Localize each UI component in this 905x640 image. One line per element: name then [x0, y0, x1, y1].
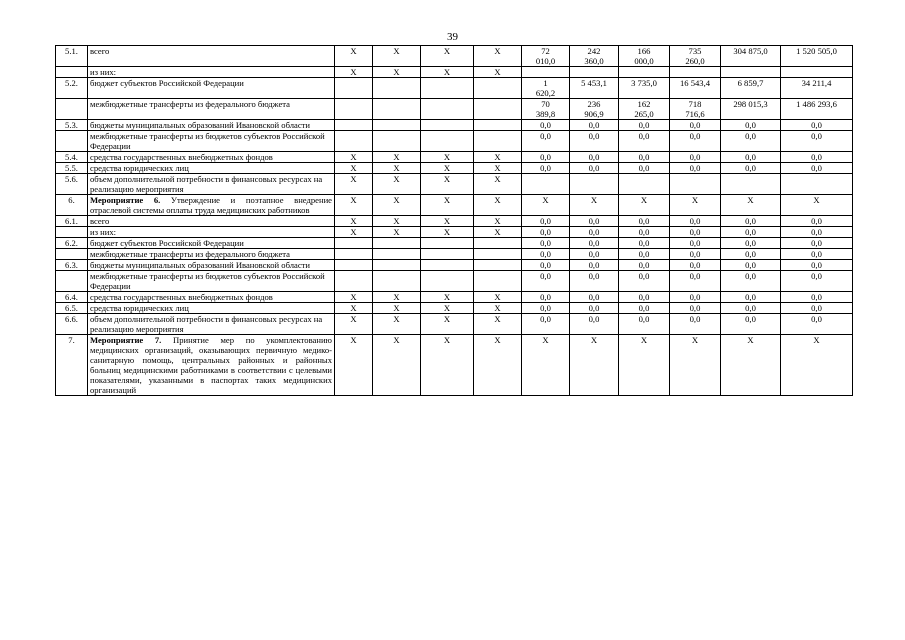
value-cell: 0,0 — [721, 303, 781, 314]
marker-cell: X — [373, 163, 421, 174]
value-cell: X — [619, 335, 670, 396]
marker-cell: X — [373, 195, 421, 216]
value-cell: 0,0 — [619, 238, 670, 249]
table-row — [56, 260, 853, 271]
marker-cell: X — [474, 195, 522, 216]
row-description: средства государственных внебюджетных фондов — [88, 292, 335, 303]
value-line: 166 — [637, 46, 651, 56]
value-cell: 0,0 — [522, 131, 570, 152]
row-description: Мероприятие 6. Утверждение и поэтапное внедрение отраслевой системы оплаты труда медицинских работников — [88, 195, 335, 216]
value-cell: X — [570, 335, 619, 396]
value-cell: 0,0 — [619, 152, 670, 163]
marker-cell — [373, 99, 421, 120]
value-cell: 0,0 — [721, 271, 781, 292]
marker-cell: X — [421, 227, 474, 238]
value-cell: 0,0 — [522, 303, 570, 314]
row-description: бюджет субъектов Российской Федерации — [88, 238, 335, 249]
value-cell: 0,0 — [570, 163, 619, 174]
marker-cell — [335, 99, 373, 120]
marker-cell — [474, 131, 522, 152]
value-cell — [670, 67, 721, 78]
value-cell: 0,0 — [781, 238, 853, 249]
value-cell: 0,0 — [522, 314, 570, 335]
marker-cell — [373, 271, 421, 292]
marker-cell: X — [373, 314, 421, 335]
value-cell: 5 453,1 — [570, 78, 619, 99]
marker-cell: X — [421, 335, 474, 396]
marker-cell — [373, 120, 421, 131]
marker-cell: X — [421, 67, 474, 78]
value-line: 620,2 — [535, 88, 556, 98]
marker-cell: X — [421, 303, 474, 314]
table-row — [56, 249, 853, 260]
marker-cell — [474, 78, 522, 99]
value-cell: 0,0 — [721, 131, 781, 152]
value-line: 718 — [688, 99, 702, 109]
table-row — [56, 99, 853, 120]
value-cell: 0,0 — [522, 260, 570, 271]
marker-cell — [474, 260, 522, 271]
value-cell: 0,0 — [522, 227, 570, 238]
marker-cell: X — [474, 292, 522, 303]
marker-cell: X — [421, 163, 474, 174]
marker-cell: X — [373, 67, 421, 78]
value-cell: 0,0 — [570, 216, 619, 227]
value-cell — [522, 46, 570, 67]
row-description: объем дополнительной потребности в финансовых ресурсах на реализацию мероприятия — [88, 174, 335, 195]
marker-cell: X — [373, 174, 421, 195]
value-line: 716,6 — [685, 109, 705, 119]
marker-cell — [373, 260, 421, 271]
value-cell: 6 859,7 — [721, 78, 781, 99]
value-line: 265,0 — [634, 109, 654, 119]
marker-cell: X — [335, 227, 373, 238]
value-cell: 1 520 505,0 — [781, 46, 853, 67]
value-cell: 0,0 — [522, 163, 570, 174]
table-body — [56, 46, 853, 396]
marker-cell: X — [474, 227, 522, 238]
value-cell: 0,0 — [570, 152, 619, 163]
table-row — [56, 227, 853, 238]
marker-cell — [335, 120, 373, 131]
row-description: межбюджетные трансферты из бюджетов субъектов Российской Федерации — [88, 131, 335, 152]
value-cell — [670, 174, 721, 195]
marker-cell: X — [474, 67, 522, 78]
value-cell: 0,0 — [670, 314, 721, 335]
marker-cell — [421, 249, 474, 260]
value-cell: 0,0 — [670, 271, 721, 292]
value-cell: 0,0 — [670, 249, 721, 260]
value-cell: 0,0 — [721, 120, 781, 131]
value-line: 72 — [541, 46, 550, 56]
value-line: 70 — [541, 99, 550, 109]
marker-cell: X — [474, 335, 522, 396]
value-cell: 0,0 — [570, 131, 619, 152]
value-cell: 304 875,0 — [721, 46, 781, 67]
value-cell: 0,0 — [619, 292, 670, 303]
value-cell: 0,0 — [670, 216, 721, 227]
value-cell — [619, 174, 670, 195]
marker-cell: X — [474, 174, 522, 195]
marker-cell: X — [421, 314, 474, 335]
value-cell — [781, 174, 853, 195]
row-description: бюджет субъектов Российской Федерации — [88, 78, 335, 99]
value-cell: 0,0 — [721, 314, 781, 335]
value-cell: 0,0 — [570, 260, 619, 271]
value-cell: 0,0 — [721, 163, 781, 174]
marker-cell: X — [474, 303, 522, 314]
value-cell — [670, 99, 721, 120]
marker-cell: X — [421, 46, 474, 67]
value-line: 236 — [587, 99, 601, 109]
value-cell: 0,0 — [781, 314, 853, 335]
marker-cell — [373, 249, 421, 260]
marker-cell — [474, 99, 522, 120]
budget-table — [55, 45, 853, 396]
marker-cell: X — [335, 303, 373, 314]
row-description: средства юридических лиц — [88, 163, 335, 174]
marker-cell: X — [474, 163, 522, 174]
value-cell: X — [570, 195, 619, 216]
page-number: 39 — [447, 31, 458, 43]
marker-cell: X — [421, 195, 474, 216]
marker-cell: X — [335, 152, 373, 163]
value-cell: 0,0 — [522, 249, 570, 260]
row-number — [56, 249, 88, 260]
value-cell: X — [619, 195, 670, 216]
value-cell — [570, 174, 619, 195]
marker-cell — [335, 249, 373, 260]
marker-cell: X — [335, 314, 373, 335]
value-cell: X — [670, 195, 721, 216]
table-row — [56, 271, 853, 292]
value-cell: 0,0 — [670, 292, 721, 303]
table-row — [56, 67, 853, 78]
table-row — [56, 46, 853, 67]
marker-cell: X — [373, 227, 421, 238]
value-cell: 0,0 — [619, 249, 670, 260]
marker-cell — [373, 78, 421, 99]
marker-cell — [335, 271, 373, 292]
marker-cell: X — [474, 314, 522, 335]
value-cell — [619, 99, 670, 120]
marker-cell: X — [335, 67, 373, 78]
row-number — [56, 271, 88, 292]
value-line: 242 — [587, 46, 601, 56]
value-cell: 0,0 — [619, 314, 670, 335]
value-cell: 0,0 — [619, 120, 670, 131]
marker-cell: X — [421, 292, 474, 303]
value-cell: 0,0 — [670, 131, 721, 152]
value-cell: 0,0 — [721, 238, 781, 249]
value-cell: X — [781, 195, 853, 216]
row-description: средства юридических лиц — [88, 303, 335, 314]
marker-cell: X — [373, 46, 421, 67]
marker-cell: X — [335, 216, 373, 227]
value-cell: X — [670, 335, 721, 396]
row-description: межбюджетные трансферты из федерального бюджета — [88, 249, 335, 260]
value-cell — [721, 174, 781, 195]
value-cell — [570, 99, 619, 120]
marker-cell: X — [373, 152, 421, 163]
value-line: 389,8 — [535, 109, 556, 119]
activity-title: Мероприятие 6. — [90, 195, 161, 205]
marker-cell: X — [373, 335, 421, 396]
marker-cell: X — [373, 303, 421, 314]
value-cell: 0,0 — [781, 120, 853, 131]
value-cell: 0,0 — [619, 227, 670, 238]
marker-cell: X — [421, 152, 474, 163]
value-cell: 0,0 — [670, 163, 721, 174]
value-cell — [522, 78, 570, 99]
marker-cell — [421, 78, 474, 99]
value-cell: 0,0 — [619, 163, 670, 174]
value-cell — [570, 46, 619, 67]
value-cell: 0,0 — [781, 271, 853, 292]
marker-cell: X — [335, 335, 373, 396]
marker-cell: X — [421, 174, 474, 195]
marker-cell — [335, 238, 373, 249]
marker-cell — [335, 131, 373, 152]
value-cell: 0,0 — [522, 292, 570, 303]
value-line: 360,0 — [584, 56, 604, 66]
marker-cell — [373, 238, 421, 249]
value-cell: 0,0 — [619, 260, 670, 271]
value-cell: X — [522, 195, 570, 216]
row-number: 6. — [56, 195, 88, 216]
row-number: 5.6. — [56, 174, 88, 195]
marker-cell: X — [335, 292, 373, 303]
value-cell: 0,0 — [670, 238, 721, 249]
value-cell: 0,0 — [781, 292, 853, 303]
value-cell: X — [781, 335, 853, 396]
row-number: 5.1. — [56, 46, 88, 67]
value-cell: 0,0 — [570, 292, 619, 303]
value-cell: 0,0 — [522, 238, 570, 249]
value-line: 906,9 — [584, 109, 604, 119]
value-cell: 3 735,0 — [619, 78, 670, 99]
row-description: объем дополнительной потребности в финансовых ресурсах на реализацию мероприятия — [88, 314, 335, 335]
table-row — [56, 314, 853, 335]
value-cell: 0,0 — [721, 227, 781, 238]
value-line: 010,0 — [535, 56, 556, 66]
activity-title: Мероприятие 7. — [90, 335, 162, 345]
value-cell: 0,0 — [570, 249, 619, 260]
value-cell: 0,0 — [522, 271, 570, 292]
value-cell — [721, 67, 781, 78]
value-cell: 0,0 — [721, 260, 781, 271]
value-cell: 0,0 — [781, 152, 853, 163]
value-cell: X — [721, 335, 781, 396]
marker-cell — [421, 99, 474, 120]
marker-cell: X — [335, 163, 373, 174]
value-cell — [522, 174, 570, 195]
row-description: бюджеты муниципальных образований Ивановской области — [88, 260, 335, 271]
row-description: всего — [88, 216, 335, 227]
row-description: из них: — [88, 227, 335, 238]
row-number: 7. — [56, 335, 88, 396]
table-row — [56, 174, 853, 195]
row-number — [56, 227, 88, 238]
marker-cell — [421, 120, 474, 131]
value-cell: 0,0 — [619, 131, 670, 152]
table-row — [56, 216, 853, 227]
row-number — [56, 67, 88, 78]
table-row — [56, 292, 853, 303]
value-cell: 0,0 — [522, 120, 570, 131]
value-cell: 0,0 — [781, 131, 853, 152]
row-number — [56, 131, 88, 152]
value-cell: 0,0 — [570, 120, 619, 131]
row-description: межбюджетные трансферты из федерального бюджета — [88, 99, 335, 120]
value-line: 735 — [688, 46, 702, 56]
row-number: 6.2. — [56, 238, 88, 249]
row-number — [56, 99, 88, 120]
table-row — [56, 335, 853, 396]
value-cell: 0,0 — [721, 249, 781, 260]
value-line: 260,0 — [685, 56, 705, 66]
value-cell: 0,0 — [619, 271, 670, 292]
row-number: 5.2. — [56, 78, 88, 99]
row-description: Мероприятие 7. Принятие мер по укомплектованию медицинских организаций, оказывающих первичную медико-санитарную помощь, центральных районных и районных больниц медицинскими работниками в соответствии с целевыми показателями, указанными в паспортах таких медицинских организаций — [88, 335, 335, 396]
row-number: 6.1. — [56, 216, 88, 227]
value-cell: 0,0 — [781, 260, 853, 271]
table-row — [56, 238, 853, 249]
value-cell: 0,0 — [781, 216, 853, 227]
row-number: 6.3. — [56, 260, 88, 271]
marker-cell: X — [421, 216, 474, 227]
value-cell: 0,0 — [570, 227, 619, 238]
table-row — [56, 303, 853, 314]
marker-cell — [421, 238, 474, 249]
marker-cell — [474, 120, 522, 131]
value-cell: 16 543,4 — [670, 78, 721, 99]
row-number: 5.5. — [56, 163, 88, 174]
row-number: 6.5. — [56, 303, 88, 314]
value-cell: 0,0 — [522, 216, 570, 227]
value-cell: 0,0 — [781, 163, 853, 174]
value-cell: 0,0 — [781, 303, 853, 314]
value-cell: 1 486 293,6 — [781, 99, 853, 120]
value-cell — [522, 67, 570, 78]
value-cell: 0,0 — [619, 216, 670, 227]
marker-cell — [421, 271, 474, 292]
marker-cell — [474, 249, 522, 260]
row-description: всего — [88, 46, 335, 67]
value-cell — [781, 67, 853, 78]
value-cell: X — [522, 335, 570, 396]
marker-cell — [373, 131, 421, 152]
row-number: 5.3. — [56, 120, 88, 131]
value-cell: 0,0 — [670, 227, 721, 238]
marker-cell: X — [373, 292, 421, 303]
marker-cell: X — [335, 174, 373, 195]
table-row — [56, 78, 853, 99]
value-cell — [619, 46, 670, 67]
value-cell: 0,0 — [570, 314, 619, 335]
marker-cell — [335, 260, 373, 271]
value-cell: X — [721, 195, 781, 216]
marker-cell — [474, 238, 522, 249]
row-description: средства государственных внебюджетных фондов — [88, 152, 335, 163]
value-cell: 0,0 — [670, 152, 721, 163]
value-cell — [619, 67, 670, 78]
marker-cell — [421, 131, 474, 152]
marker-cell: X — [373, 216, 421, 227]
table-row — [56, 195, 853, 216]
value-cell — [670, 46, 721, 67]
marker-cell — [421, 260, 474, 271]
value-cell: 0,0 — [522, 152, 570, 163]
value-cell: 0,0 — [721, 292, 781, 303]
value-cell: 34 211,4 — [781, 78, 853, 99]
row-description: межбюджетные трансферты из бюджетов субъектов Российской Федерации — [88, 271, 335, 292]
row-number: 6.6. — [56, 314, 88, 335]
row-description: из них: — [88, 67, 335, 78]
marker-cell: X — [474, 46, 522, 67]
marker-cell: X — [335, 195, 373, 216]
table-row — [56, 152, 853, 163]
table-row — [56, 163, 853, 174]
value-cell: 0,0 — [781, 249, 853, 260]
value-cell: 0,0 — [619, 303, 670, 314]
table-row — [56, 120, 853, 131]
value-cell — [570, 67, 619, 78]
value-cell: 0,0 — [721, 152, 781, 163]
marker-cell: X — [335, 46, 373, 67]
value-cell: 0,0 — [670, 120, 721, 131]
value-cell — [522, 99, 570, 120]
row-description: бюджеты муниципальных образований Ивановской области — [88, 120, 335, 131]
value-line: 1 — [543, 78, 548, 88]
value-cell: 0,0 — [570, 238, 619, 249]
value-cell: 0,0 — [670, 303, 721, 314]
marker-cell: X — [474, 152, 522, 163]
marker-cell: X — [474, 216, 522, 227]
table-row — [56, 131, 853, 152]
row-number: 6.4. — [56, 292, 88, 303]
marker-cell — [335, 78, 373, 99]
value-line: 000,0 — [634, 56, 654, 66]
value-cell: 0,0 — [570, 303, 619, 314]
value-line: 162 — [637, 99, 651, 109]
value-cell: 0,0 — [721, 216, 781, 227]
value-cell: 0,0 — [781, 227, 853, 238]
value-cell: 298 015,3 — [721, 99, 781, 120]
row-number: 5.4. — [56, 152, 88, 163]
value-cell: 0,0 — [670, 260, 721, 271]
marker-cell — [474, 271, 522, 292]
value-cell: 0,0 — [570, 271, 619, 292]
